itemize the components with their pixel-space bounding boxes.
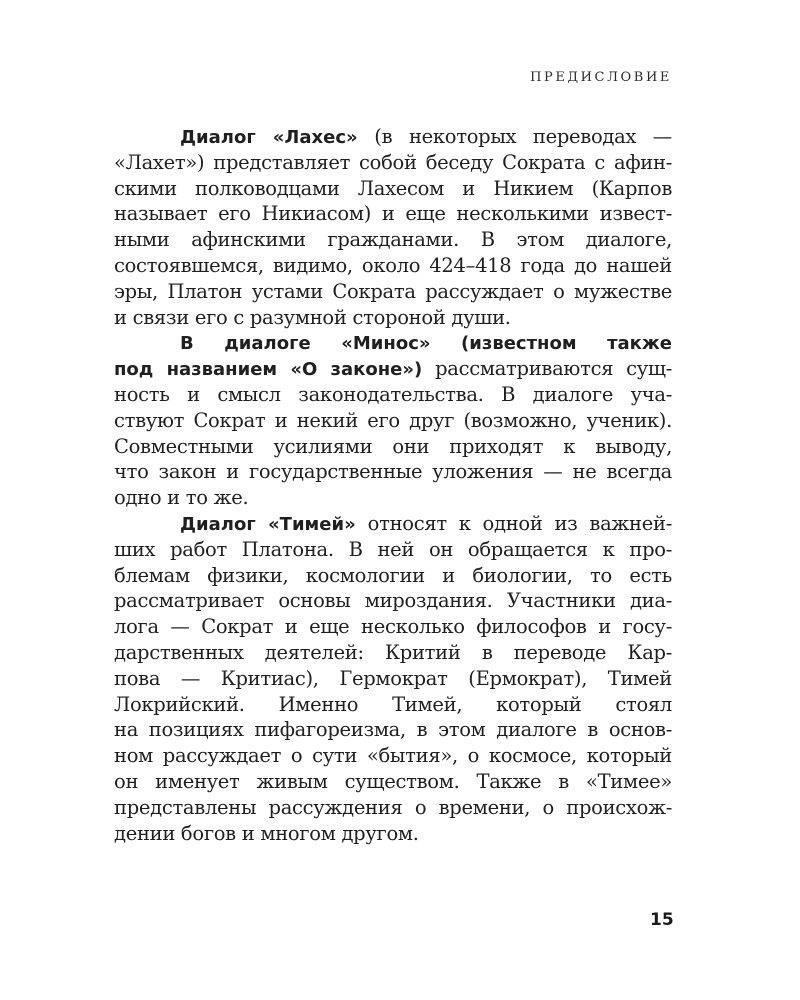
line-text: рассматривает основы мироздания. Участники диа-: [114, 589, 672, 613]
text-line: [114, 511, 672, 537]
line-text: ность и смысл законодательства. В диалоге уча-: [114, 382, 672, 406]
line-text: он именует живым существом. Также в «Тимее»: [114, 769, 672, 793]
line-text: на позициях пифагореизма, в этом диалоге в основ-: [114, 718, 672, 742]
page-number: 15: [650, 910, 674, 930]
text-line: [114, 588, 672, 614]
text-line: [114, 227, 672, 253]
text-line: [114, 795, 672, 821]
line-text: пова — Критиас), Гермократ (Ермократ), Тимей: [114, 666, 672, 690]
text-line: [114, 821, 672, 847]
line-text: скими полководцами Лахесом и Никием (Карпов: [114, 176, 672, 200]
line-text: называет его Никиасом) и еще несколькими извест-: [114, 202, 672, 226]
text-line: [114, 743, 672, 769]
line-text: ших работ Платона. В ней он обращается к про-: [114, 537, 672, 561]
bold-title: В диалоге «Минос» (известном также: [180, 333, 672, 355]
bold-title: под названием «О законе»): [114, 359, 423, 381]
text-line: [114, 176, 672, 202]
line-text: (в некоторых переводах —: [357, 125, 672, 148]
paragraph: [114, 511, 672, 846]
text-line: [114, 717, 672, 743]
bold-title: Диалог «Лахес»: [180, 127, 358, 148]
text-line: [114, 382, 672, 408]
text-line: [114, 356, 672, 382]
line-text: состоявшемся, видимо, около 424–418 года до нашей: [114, 253, 672, 277]
text-line: [114, 305, 672, 331]
line-text: что закон и государственные уложения — не всегда: [114, 460, 672, 484]
text-line: [114, 434, 672, 460]
text-line: [114, 769, 672, 795]
text-line: [114, 124, 672, 150]
running-head: ПРЕДИСЛОВИЕ: [530, 70, 672, 85]
line-text: одно и то же.: [114, 486, 249, 510]
line-text: относят к одной из важней-: [355, 511, 672, 535]
text-line: [114, 201, 672, 227]
paragraph: [114, 124, 672, 330]
text-line: [114, 537, 672, 563]
line-text: рассматриваются сущ-: [422, 357, 672, 381]
text-line: [114, 485, 672, 511]
line-text: ными афинскими гражданами. В этом диалоге,: [114, 228, 672, 252]
line-text: ствуют Сократ и некий его друг (возможно, ученик).: [114, 408, 672, 432]
text-line: [114, 459, 672, 485]
line-text: представлены рассуждения о времени, о происхож-: [114, 795, 672, 819]
line-text: лога — Сократ и еще несколько философов и госу-: [114, 615, 672, 639]
text-line: [114, 563, 672, 589]
text-line: [114, 614, 672, 640]
text-line: [114, 279, 672, 305]
line-text: Совместными усилиями они приходят к выводу,: [114, 434, 672, 458]
body-text: [114, 124, 672, 846]
text-line: [114, 150, 672, 176]
line-text: дарственных деятелей: Критий в переводе Кар-: [114, 640, 672, 664]
bold-title: Диалог «Тимей»: [180, 513, 356, 535]
text-line: [114, 330, 672, 356]
text-line: [114, 666, 672, 692]
line-text: ном рассуждает о сути «бытия», о космосе, который: [114, 744, 672, 768]
line-text: дении богов и многом другом.: [114, 821, 419, 845]
paragraph: [114, 330, 672, 511]
text-line: [114, 640, 672, 666]
line-text: «Лахет») представляет собой беседу Сократа с афин-: [114, 150, 672, 174]
line-text: эры, Платон устами Сократа рассуждает о мужестве: [114, 279, 672, 303]
line-text: Локрийский. Именно Тимей, который стоял: [114, 692, 672, 716]
text-line: [114, 253, 672, 279]
line-text: блемам физики, космологии и биологии, то есть: [114, 563, 672, 587]
text-line: [114, 408, 672, 434]
text-line: [114, 692, 672, 718]
line-text: и связи его с разумной стороной души.: [114, 305, 511, 329]
